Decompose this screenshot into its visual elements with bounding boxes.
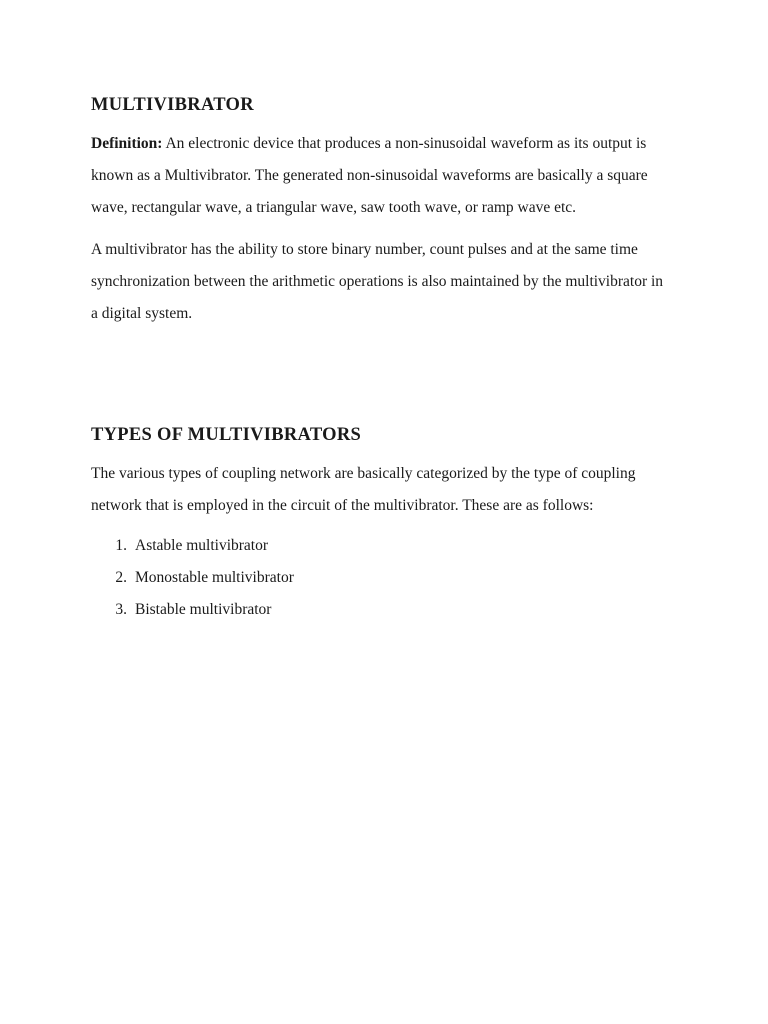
types-intro-paragraph: The various types of coupling network are basically categorized by the type of coupling network that is employed in the circuit of the multivibrator. These are as follows:	[91, 465, 636, 514]
definition-text: An electronic device that produces a non-sinusoidal waveform as its output is known as a Multivibrator. The generated non-sinusoidal waveforms are basically a square wave, rectangular wave, a triangular wave, saw tooth wave, or ramp wave etc.	[91, 135, 648, 216]
list-item-label: Astable multivibrator	[135, 537, 269, 554]
list-item-label: Bistable multivibrator	[135, 601, 272, 618]
list-item	[91, 562, 671, 594]
definition-term: Definition:	[91, 135, 163, 152]
section-heading-types: TYPES OF MULTIVIBRATORS	[91, 425, 362, 445]
definition-paragraph	[91, 128, 671, 224]
document-content	[91, 93, 671, 626]
section-heading-multivibrator: MULTIVIBRATOR	[91, 95, 254, 115]
list-item	[91, 594, 671, 626]
list-item	[91, 530, 671, 562]
types-list	[91, 530, 671, 626]
capabilities-paragraph: A multivibrator has the ability to store binary number, count pulses and at the same time synchronization between the arithmetic operations is also maintained by the multivibrator in a digital system.	[91, 241, 664, 322]
list-item-number: 3.	[115, 601, 127, 618]
list-item-label: Monostable multivibrator	[135, 569, 294, 586]
list-item-number: 2.	[115, 569, 127, 586]
list-item-number: 1.	[115, 537, 127, 554]
